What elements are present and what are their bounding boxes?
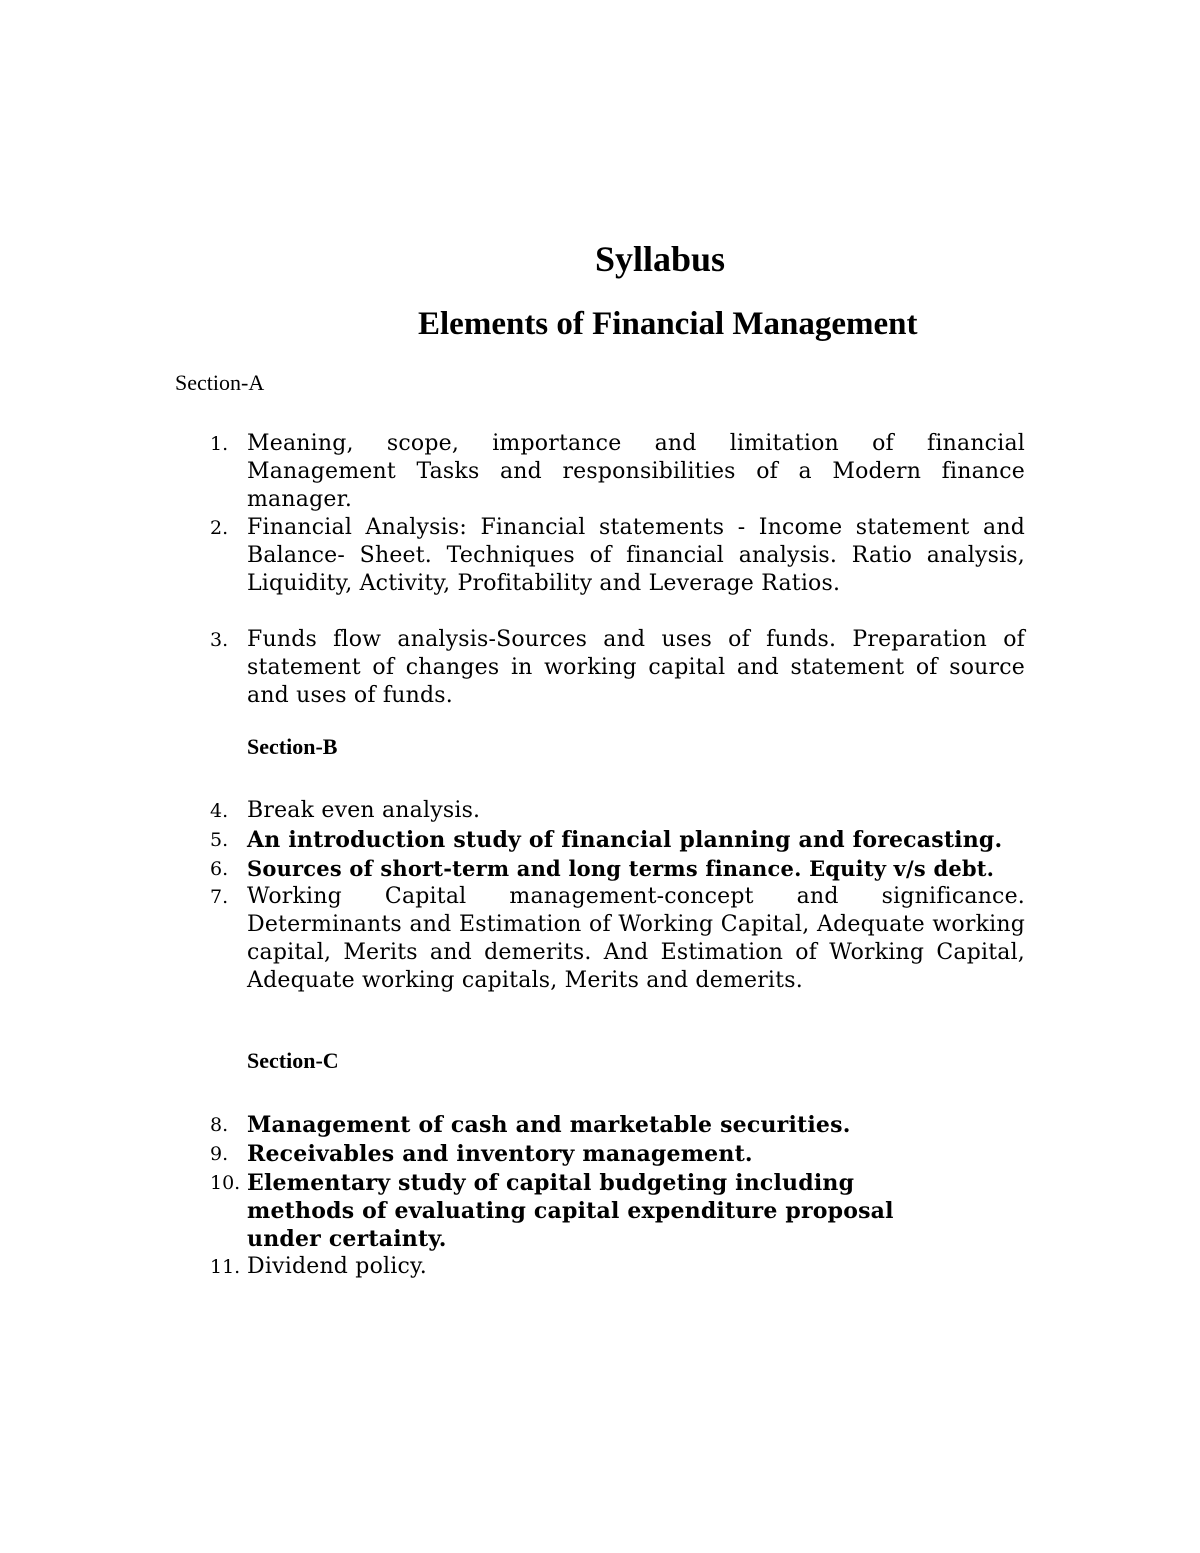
item-number: 3. bbox=[210, 629, 229, 651]
section-c-heading: Section-C bbox=[247, 1048, 339, 1073]
item-text: Receivables and inventory management. bbox=[247, 1141, 753, 1167]
item-number: 8. bbox=[210, 1114, 229, 1136]
item-text: Management of cash and marketable securities. bbox=[247, 1112, 851, 1138]
course-title: Elements of Financial Management bbox=[418, 306, 918, 342]
item-text: Meaning, scope, importance and limitation of financial Management Tasks and responsibilities of a Modern finance manager. bbox=[247, 431, 1025, 512]
item-number: 7. bbox=[210, 886, 229, 908]
item-text: Sources of short-term and long terms finance. Equity v/s debt. bbox=[247, 856, 995, 881]
item-text-line: under certainty. bbox=[247, 1226, 447, 1252]
item-number: 9. bbox=[210, 1143, 229, 1165]
section-a-heading: Section-A bbox=[175, 370, 265, 395]
item-text: Funds flow analysis-Sources and uses of funds. Preparation of statement of changes in working capital and statement of source and uses of funds. bbox=[247, 627, 1025, 708]
item-text: Working Capital management-concept and significance. Determinants and Estimation of Working Capital, Adequate working capital, Merits and demerits. And Estimation of Working Capital, Adequate working capitals, Merits and demerits. bbox=[247, 884, 1025, 993]
item-text: An introduction study of financial planning and forecasting. bbox=[247, 827, 1003, 853]
item-text: Break even analysis. bbox=[247, 798, 481, 823]
item-number: 1. bbox=[210, 433, 229, 455]
page-title: Syllabus bbox=[594, 239, 726, 279]
item-text: Financial Analysis: Financial statements - Income statement and Balance- Sheet. Techniques of financial analysis. Ratio analysis, Liquidity, Activity, Profitability and Leverage Ratios. bbox=[247, 515, 1025, 596]
item-number: 5. bbox=[210, 829, 229, 851]
section-b-heading: Section-B bbox=[247, 734, 338, 759]
item-text-line: Elementary study of capital budgeting including bbox=[247, 1170, 855, 1196]
item-number: 10. bbox=[210, 1172, 241, 1194]
item-number: 2. bbox=[210, 517, 229, 539]
item-text: Dividend policy. bbox=[247, 1254, 427, 1279]
item-number: 4. bbox=[210, 800, 229, 822]
item-number: 6. bbox=[210, 858, 229, 880]
item-text-line: methods of evaluating capital expenditure proposal bbox=[247, 1198, 894, 1224]
item-number: 11. bbox=[210, 1256, 241, 1278]
